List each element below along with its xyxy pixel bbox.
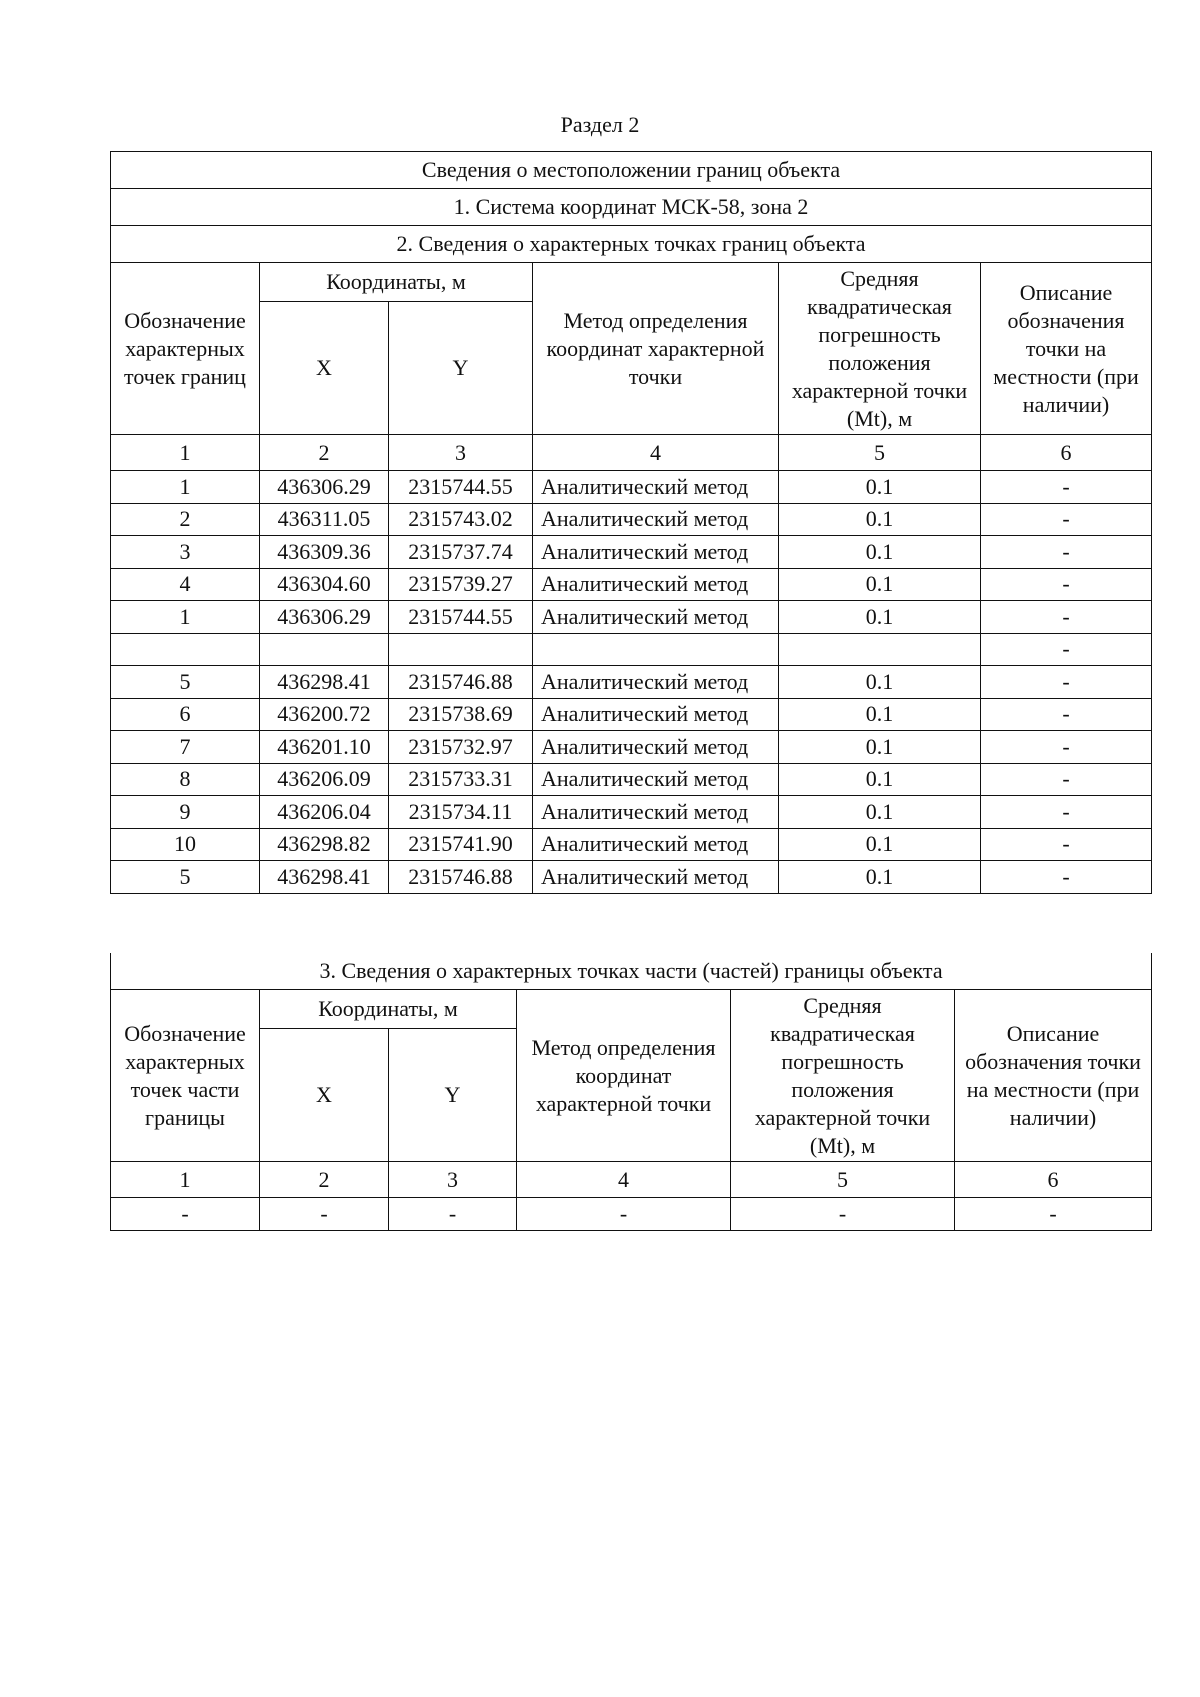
table-row xyxy=(111,503,1152,536)
header-error: Средняя квадратическая погрешность положения характерной точки (Mt), м xyxy=(731,990,955,1162)
header-method: Метод определения координат характерной точки xyxy=(533,263,779,435)
col-number: 5 xyxy=(731,1162,955,1198)
error xyxy=(779,633,981,666)
coord-y: 2315744.55 xyxy=(389,601,533,634)
col-number: 1 xyxy=(111,1162,260,1198)
error: 0.1 xyxy=(779,503,981,536)
coord-x: - xyxy=(260,1198,389,1231)
header-designation: Обозначение характерных точек границ xyxy=(111,263,260,435)
header-y: Y xyxy=(389,302,533,435)
coord-x: 436200.72 xyxy=(260,698,389,731)
table-row xyxy=(111,828,1152,861)
method xyxy=(533,633,779,666)
table-row xyxy=(111,601,1152,634)
coordinate-system: 1. Система координат МСК-58, зона 2 xyxy=(111,189,1152,226)
point-id: 2 xyxy=(111,503,260,536)
header-coordinates: Координаты, м xyxy=(260,990,517,1029)
table-row xyxy=(111,1198,1152,1231)
table-row xyxy=(111,568,1152,601)
description: - xyxy=(981,763,1152,796)
col-number: 2 xyxy=(260,435,389,471)
method: Аналитический метод xyxy=(533,536,779,569)
description: - xyxy=(981,698,1152,731)
header-method: Метод определения координат характерной точки xyxy=(517,990,731,1162)
coord-x: 436298.82 xyxy=(260,828,389,861)
error: 0.1 xyxy=(779,828,981,861)
point-id: 9 xyxy=(111,796,260,829)
error: 0.1 xyxy=(779,666,981,699)
coord-x: 436298.41 xyxy=(260,861,389,894)
description: - xyxy=(981,731,1152,764)
part2-title: 2. Сведения о характерных точках границ объекта xyxy=(111,226,1152,263)
part3-title: 3. Сведения о характерных точках части (частей) границы объекта xyxy=(111,953,1152,990)
table-row xyxy=(111,536,1152,569)
method: Аналитический метод xyxy=(533,503,779,536)
point-id: 1 xyxy=(111,471,260,504)
point-id: 10 xyxy=(111,828,260,861)
coord-x: 436311.05 xyxy=(260,503,389,536)
coord-y: 2315746.88 xyxy=(389,861,533,894)
coord-y: 2315746.88 xyxy=(389,666,533,699)
coord-y: 2315733.31 xyxy=(389,763,533,796)
coord-x: 436298.41 xyxy=(260,666,389,699)
header-designation: Обозначение характерных точек части границы xyxy=(111,990,260,1162)
coord-x xyxy=(260,633,389,666)
description: - xyxy=(981,861,1152,894)
point-id: 8 xyxy=(111,763,260,796)
coord-y xyxy=(389,633,533,666)
header-description: Описание обозначения точки на местности (при наличии) xyxy=(981,263,1152,435)
table-row xyxy=(111,763,1152,796)
coord-x: 436206.09 xyxy=(260,763,389,796)
col-number: 4 xyxy=(517,1162,731,1198)
error: 0.1 xyxy=(779,536,981,569)
error: 0.1 xyxy=(779,861,981,894)
method: Аналитический метод xyxy=(533,698,779,731)
method: Аналитический метод xyxy=(533,861,779,894)
method: Аналитический метод xyxy=(533,666,779,699)
header-error: Средняя квадратическая погрешность положения характерной точки (Mt), м xyxy=(779,263,981,435)
point-id: 3 xyxy=(111,536,260,569)
coord-y: 2315738.69 xyxy=(389,698,533,731)
header-description: Описание обозначения точки на местности (при наличии) xyxy=(955,990,1152,1162)
coord-x: 436206.04 xyxy=(260,796,389,829)
error: 0.1 xyxy=(779,731,981,764)
table-row xyxy=(111,698,1152,731)
coord-x: 436201.10 xyxy=(260,731,389,764)
boundary-points-table xyxy=(110,151,1152,894)
error: - xyxy=(731,1198,955,1231)
coord-y: 2315743.02 xyxy=(389,503,533,536)
coord-x: 436309.36 xyxy=(260,536,389,569)
error: 0.1 xyxy=(779,471,981,504)
point-id: 4 xyxy=(111,568,260,601)
point-id: 1 xyxy=(111,601,260,634)
col-number: 6 xyxy=(955,1162,1152,1198)
method: Аналитический метод xyxy=(533,601,779,634)
table-title: Сведения о местоположении границ объекта xyxy=(111,152,1152,189)
coord-y: 2315732.97 xyxy=(389,731,533,764)
coord-y: 2315741.90 xyxy=(389,828,533,861)
part-boundary-points-table xyxy=(110,953,1152,1231)
error: 0.1 xyxy=(779,568,981,601)
col-number: 4 xyxy=(533,435,779,471)
method: Аналитический метод xyxy=(533,568,779,601)
table-row xyxy=(111,731,1152,764)
table-row xyxy=(111,861,1152,894)
table-row xyxy=(111,633,1152,666)
description: - xyxy=(981,796,1152,829)
error: 0.1 xyxy=(779,796,981,829)
description: - xyxy=(981,471,1152,504)
description: - xyxy=(981,666,1152,699)
point-id: - xyxy=(111,1198,260,1231)
coord-y: 2315734.11 xyxy=(389,796,533,829)
table-row xyxy=(111,666,1152,699)
header-y: Y xyxy=(389,1029,517,1162)
description: - xyxy=(981,601,1152,634)
method: Аналитический метод xyxy=(533,471,779,504)
coord-x: 436306.29 xyxy=(260,471,389,504)
coord-y: 2315744.55 xyxy=(389,471,533,504)
column-numbers-row xyxy=(111,435,1152,471)
description: - xyxy=(981,568,1152,601)
error: 0.1 xyxy=(779,763,981,796)
table-row xyxy=(111,796,1152,829)
point-id: 5 xyxy=(111,666,260,699)
table-row xyxy=(111,471,1152,504)
col-number: 2 xyxy=(260,1162,389,1198)
header-x: X xyxy=(260,302,389,435)
description: - xyxy=(981,633,1152,666)
error: 0.1 xyxy=(779,698,981,731)
method: Аналитический метод xyxy=(533,763,779,796)
method: Аналитический метод xyxy=(533,828,779,861)
col-number: 3 xyxy=(389,435,533,471)
method: - xyxy=(517,1198,731,1231)
method: Аналитический метод xyxy=(533,796,779,829)
point-id xyxy=(111,633,260,666)
col-number: 6 xyxy=(981,435,1152,471)
col-number: 5 xyxy=(779,435,981,471)
method: Аналитический метод xyxy=(533,731,779,764)
col-number: 3 xyxy=(389,1162,517,1198)
description: - xyxy=(955,1198,1152,1231)
point-id: 6 xyxy=(111,698,260,731)
error: 0.1 xyxy=(779,601,981,634)
col-number: 1 xyxy=(111,435,260,471)
point-id: 7 xyxy=(111,731,260,764)
coord-y: - xyxy=(389,1198,517,1231)
point-id: 5 xyxy=(111,861,260,894)
coord-y: 2315737.74 xyxy=(389,536,533,569)
column-numbers-row xyxy=(111,1162,1152,1198)
coord-x: 436304.60 xyxy=(260,568,389,601)
section-title: Раздел 2 xyxy=(560,112,640,137)
coord-y: 2315739.27 xyxy=(389,568,533,601)
description: - xyxy=(981,536,1152,569)
description: - xyxy=(981,503,1152,536)
header-x: X xyxy=(260,1029,389,1162)
header-coordinates: Координаты, м xyxy=(260,263,533,302)
coord-x: 436306.29 xyxy=(260,601,389,634)
description: - xyxy=(981,828,1152,861)
